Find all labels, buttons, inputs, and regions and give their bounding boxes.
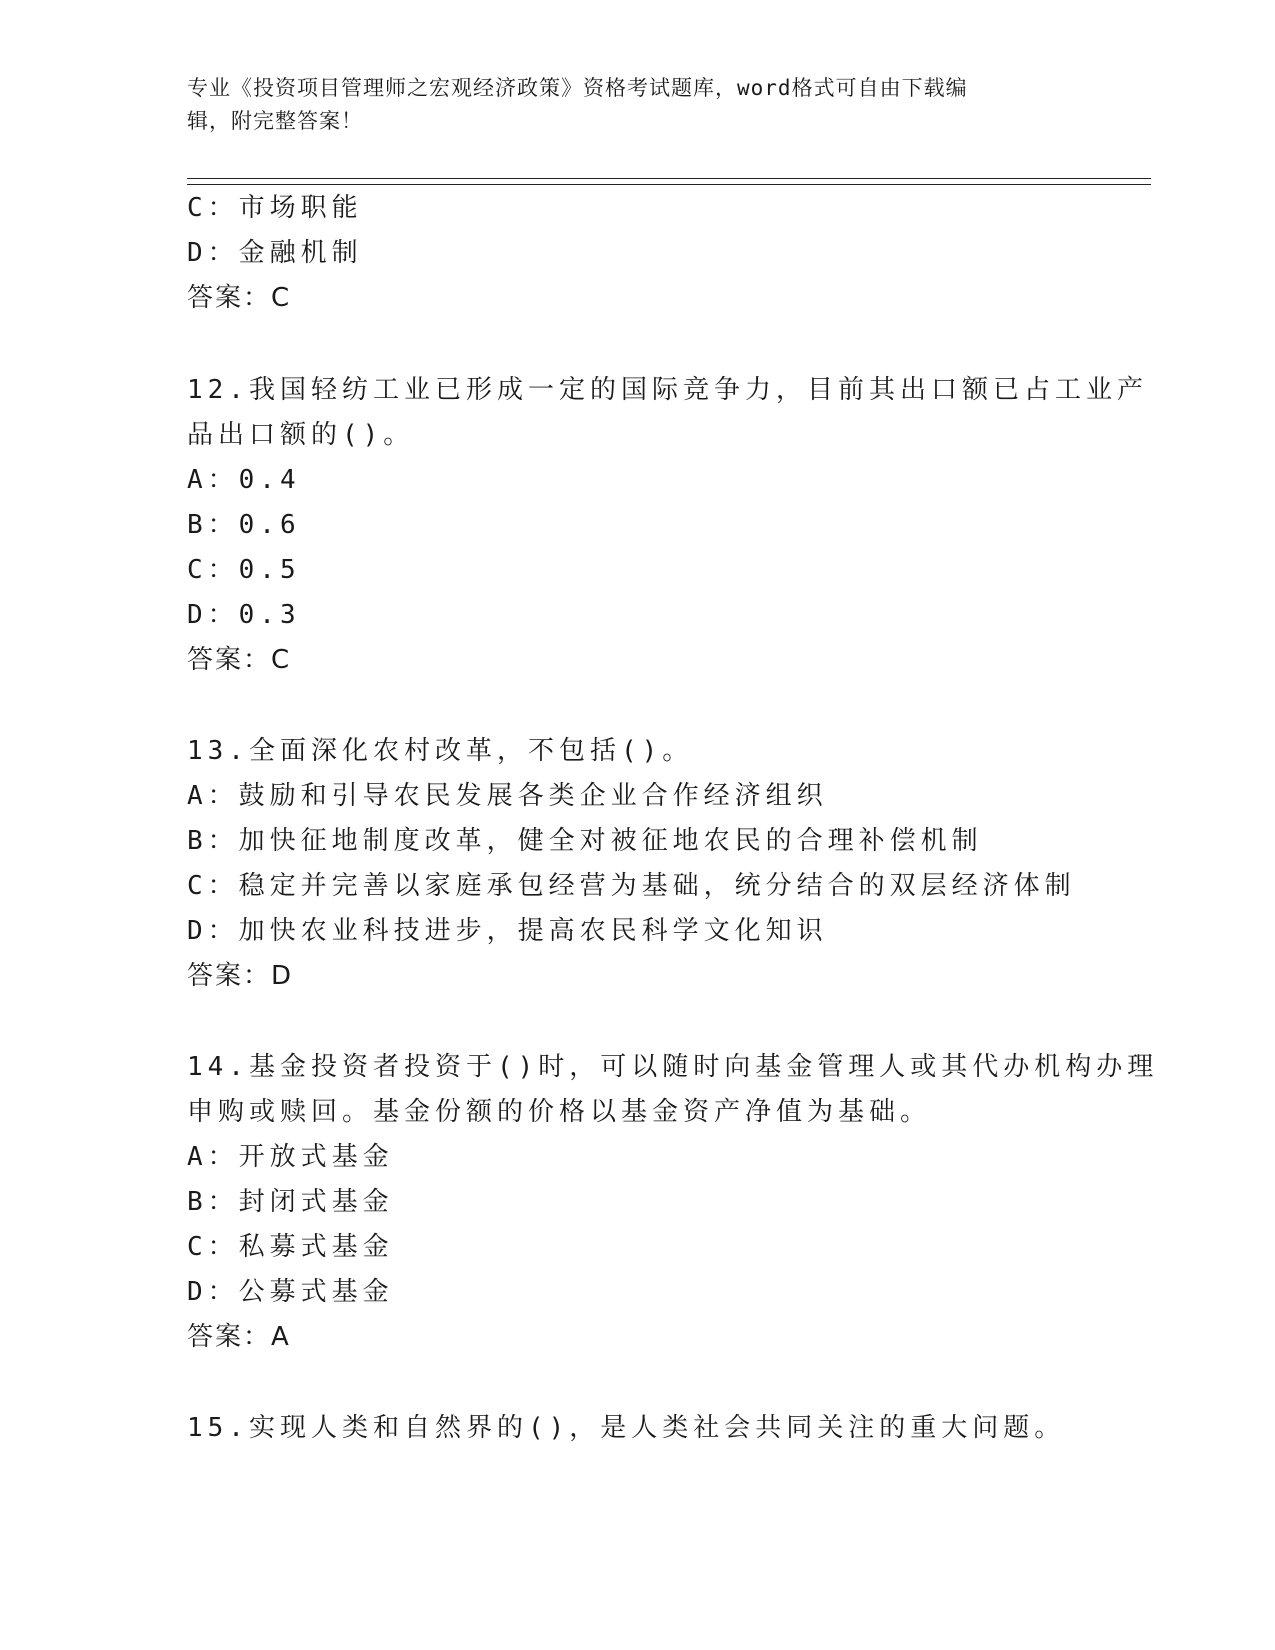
q14-stem-line-1: 14.基金投资者投资于()时，可以随时向基金管理人或其代办机构办理 (187, 1052, 1159, 1082)
q14-option-d: D：公募式基金 (187, 1277, 394, 1307)
q14-option-b: B：封闭式基金 (187, 1187, 394, 1217)
intro-line-2: 辑，附完整答案！ (187, 109, 363, 133)
q13-option-a: A：鼓励和引导农民发展各类企业合作经济组织 (187, 781, 828, 811)
q14-answer: 答案：A (187, 1322, 291, 1352)
q13-option-c: C：稳定并完善以家庭承包经营为基础，统分结合的双层经济体制 (187, 871, 1076, 901)
q12-option-c: C：0.5 (187, 555, 301, 585)
q12-stem-line-1: 12.我国轻纺工业已形成一定的国际竞争力，目前其出口额已占工业产 (187, 375, 1148, 405)
q14-option-a: A：开放式基金 (187, 1142, 394, 1172)
header-divider (187, 178, 1151, 185)
prev-option-c: C：市场职能 (187, 193, 363, 223)
q12-stem-line-2: 品出口额的()。 (187, 420, 415, 450)
q15-stem: 15.实现人类和自然界的()，是人类社会共同关注的重大问题。 (187, 1413, 1066, 1443)
q13-answer: 答案：D (187, 961, 294, 991)
prev-option-d: D：金融机制 (187, 238, 363, 268)
intro-line-1: 专业《投资项目管理师之宏观经济政策》资格考试题库，word格式可自由下载编 (187, 76, 968, 100)
q12-option-b: B：0.6 (187, 510, 301, 540)
q12-option-d: D：0.3 (187, 600, 301, 630)
q13-option-d: D：加快农业科技进步，提高农民科学文化知识 (187, 916, 828, 946)
q14-stem-line-2: 申购或赎回。基金份额的价格以基金资产净值为基础。 (187, 1097, 932, 1127)
q12-answer: 答案：C (187, 645, 292, 675)
prev-answer: 答案：C (187, 283, 292, 313)
q13-stem: 13.全面深化农村改革，不包括()。 (187, 736, 694, 766)
q12-option-a: A：0.4 (187, 465, 301, 495)
document-intro (187, 72, 1067, 138)
q13-option-b: B：加快征地制度改革，健全对被征地农民的合理补偿机制 (187, 826, 983, 856)
q14-option-c: C：私募式基金 (187, 1232, 394, 1262)
